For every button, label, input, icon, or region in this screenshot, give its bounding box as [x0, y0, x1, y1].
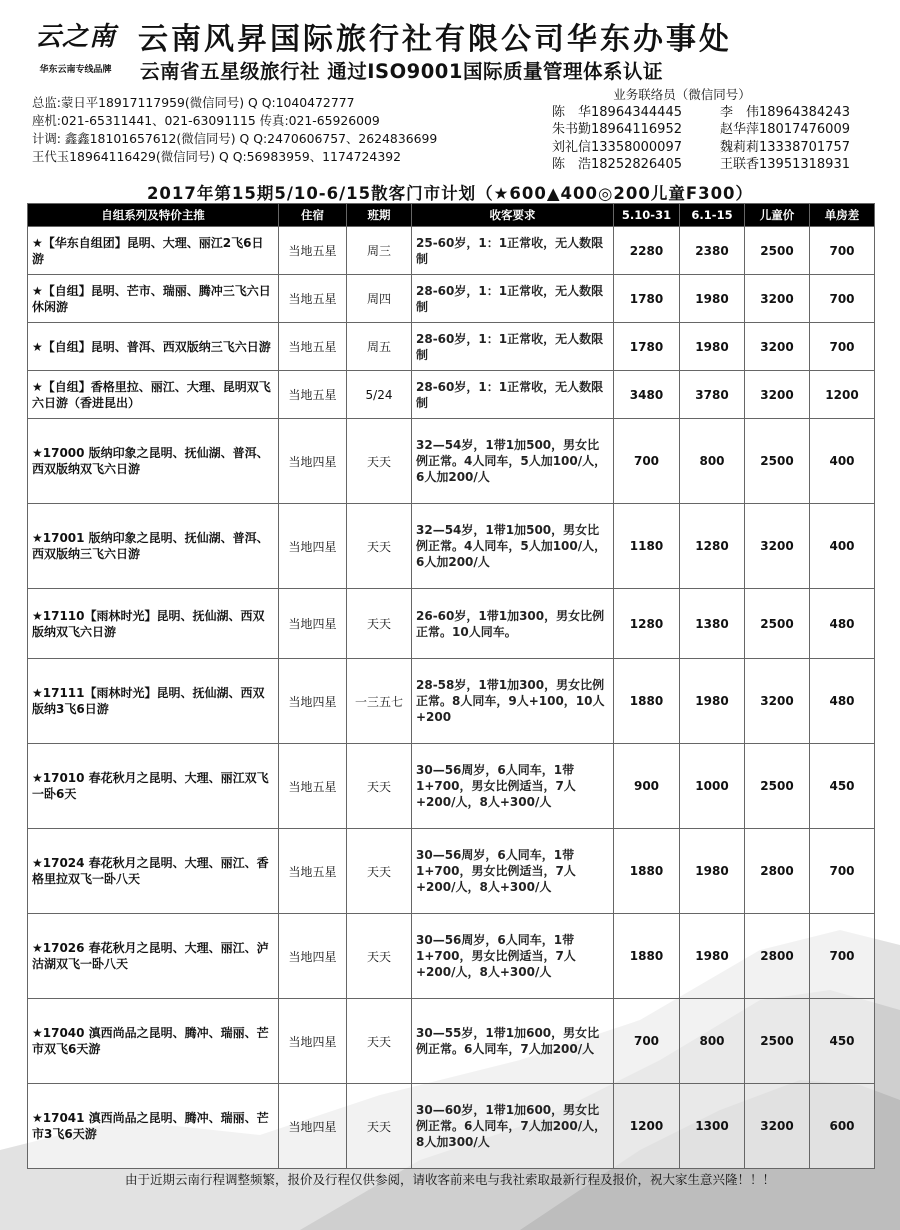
contact-person: 刘礼信13358000097: [552, 139, 682, 155]
contacts-right-title: 业务联络员（微信同号）: [613, 87, 751, 102]
table-row: [28, 504, 875, 589]
child-price: 2800: [745, 829, 810, 914]
price-may: 1200: [614, 1084, 680, 1169]
price-june: 3780: [680, 371, 745, 419]
schedule: 一三五七: [347, 659, 412, 744]
schedule: 周五: [347, 323, 412, 371]
price-june: 1980: [680, 659, 745, 744]
contact-line: 座机:021-65311441、021-63091115 传真:021-65926009: [32, 113, 380, 128]
tour-name: ★【华东自组团】昆明、大理、丽江2飞6日游: [28, 227, 279, 275]
table-row: [28, 275, 875, 323]
single-room-supplement: 1200: [810, 371, 875, 419]
hotel-level: 当地四星: [279, 914, 347, 999]
schedule: 天天: [347, 829, 412, 914]
price-may: 700: [614, 999, 680, 1084]
table-row: [28, 659, 875, 744]
price-may: 700: [614, 419, 680, 504]
booking-requirements: 30—56周岁，6人同车，1带1+700，男女比例适当，7人+200/人，8人+300/人: [412, 744, 614, 829]
single-room-supplement: 400: [810, 504, 875, 589]
hotel-level: 当地四星: [279, 659, 347, 744]
table-row: [28, 999, 875, 1084]
child-price: 3200: [745, 275, 810, 323]
table-row: [28, 589, 875, 659]
single-room-supplement: 450: [810, 744, 875, 829]
child-price: 2800: [745, 914, 810, 999]
booking-requirements: 30—60岁，1带1加600，男女比例正常。6人同车，7人加200/人，8人加300/人: [412, 1084, 614, 1169]
contact-row: [552, 121, 892, 139]
logo-subtitle: 华东云南专线品牌: [39, 65, 112, 75]
price-may: 1780: [614, 323, 680, 371]
contact-row: [552, 139, 892, 157]
contact-line: 王代玉18964116429(微信同号) Q Q:56983959、1174724392: [32, 149, 401, 164]
schedule: 天天: [347, 744, 412, 829]
booking-requirements: 30—55岁，1带1加600，男女比例正常。6人同车，7人加200/人: [412, 999, 614, 1084]
price-may: 1880: [614, 914, 680, 999]
price-may: 900: [614, 744, 680, 829]
hotel-level: 当地四星: [279, 1084, 347, 1169]
single-room-supplement: 450: [810, 999, 875, 1084]
child-price: 3200: [745, 1084, 810, 1169]
company-tagline: 云南省五星级旅行社 通过ISO9001国际质量管理体系认证: [140, 60, 663, 83]
single-room-supplement: 700: [810, 323, 875, 371]
plan-title: 2017年第15期5/10-6/15散客门市计划（★600▲400◎200儿童F300）: [146, 184, 754, 203]
booking-requirements: 28-60岁，1：1正常收，无人数限制: [412, 323, 614, 371]
single-room-supplement: 700: [810, 829, 875, 914]
column-header: 班期: [347, 204, 412, 227]
logo: [18, 12, 133, 80]
contact-person: 王联香13951318931: [720, 157, 850, 172]
booking-requirements: 28-58岁，1带1加300，男女比例正常。8人同车，9人+100，10人+200: [412, 659, 614, 744]
column-header: 6.1-15: [680, 204, 745, 227]
child-price: 3200: [745, 371, 810, 419]
contact-person: 李 伟18964384243: [720, 104, 850, 120]
contacts-left: [32, 94, 552, 166]
price-may: 1880: [614, 829, 680, 914]
tour-name: ★17024 春花秋月之昆明、大理、丽江、香格里拉双飞一卧八天: [28, 829, 279, 914]
booking-requirements: 26-60岁，1带1加300，男女比例正常。10人同车。: [412, 589, 614, 659]
table-row: [28, 371, 875, 419]
hotel-level: 当地四星: [279, 589, 347, 659]
schedule: 天天: [347, 589, 412, 659]
child-price: 2500: [745, 744, 810, 829]
tour-name: ★17010 春花秋月之昆明、大理、丽江双飞一卧6天: [28, 744, 279, 829]
contact-person: 魏莉莉13338701757: [720, 139, 850, 155]
logo-text: 云之南: [34, 22, 116, 52]
single-room-supplement: 700: [810, 914, 875, 999]
tour-name: ★17000 版纳印象之昆明、抚仙湖、普洱、西双版纳双飞六日游: [28, 419, 279, 504]
booking-requirements: 28-60岁，1：1正常收，无人数限制: [412, 275, 614, 323]
price-june: 1980: [680, 275, 745, 323]
tour-name: ★17110【雨林时光】昆明、抚仙湖、西双版纳双飞六日游: [28, 589, 279, 659]
booking-requirements: 32—54岁，1带1加500，男女比例正常。4人同车，5人加100/人，6人加200/人: [412, 504, 614, 589]
footer-notice: 由于近期云南行程调整频繁，报价及行程仅供参阅，请收客前来电与我社索取最新行程及报价，祝大家生意兴隆！！！: [124, 1172, 775, 1187]
price-june: 1000: [680, 744, 745, 829]
price-may: 2280: [614, 227, 680, 275]
single-room-supplement: 400: [810, 419, 875, 504]
contact-row: [552, 104, 892, 122]
column-header: 收客要求: [412, 204, 614, 227]
hotel-level: 当地四星: [279, 504, 347, 589]
child-price: 3200: [745, 659, 810, 744]
table-row: [28, 323, 875, 371]
table-row: [28, 744, 875, 829]
price-june: 1300: [680, 1084, 745, 1169]
contact-person: 陈 华18964344445: [552, 104, 682, 120]
contact-row: [552, 156, 892, 174]
column-header: 自组系列及特价主推: [28, 204, 279, 227]
child-price: 2500: [745, 419, 810, 504]
child-price: 3200: [745, 504, 810, 589]
single-room-supplement: 700: [810, 275, 875, 323]
table-row: [28, 829, 875, 914]
header: [0, 0, 900, 86]
table-row: [28, 227, 875, 275]
schedule: 5/24: [347, 371, 412, 419]
price-may: 1180: [614, 504, 680, 589]
contact-person: 赵华萍18017476009: [720, 122, 850, 137]
price-june: 2380: [680, 227, 745, 275]
booking-requirements: 28-60岁，1：1正常收，无人数限制: [412, 371, 614, 419]
booking-requirements: 30—56周岁，6人同车，1带1+700，男女比例适当，7人+200/人，8人+300/人: [412, 829, 614, 914]
column-header: 儿童价: [745, 204, 810, 227]
booking-requirements: 32—54岁，1带1加500，男女比例正常。4人同车，5人加100/人，6人加200/人: [412, 419, 614, 504]
tour-name: ★17111【雨林时光】昆明、抚仙湖、西双版纳3飞6日游: [28, 659, 279, 744]
price-june: 1980: [680, 914, 745, 999]
table-row: [28, 914, 875, 999]
price-may: 1880: [614, 659, 680, 744]
contact-line: 计调: 鑫鑫18101657612(微信同号) Q Q:2470606757、2624836699: [32, 131, 438, 146]
price-june: 1980: [680, 829, 745, 914]
price-june: 1280: [680, 504, 745, 589]
hotel-level: 当地五星: [279, 744, 347, 829]
contacts-right: [552, 86, 892, 174]
tour-name: ★【自组】昆明、普洱、西双版纳三飞六日游: [28, 323, 279, 371]
table-row: [28, 1084, 875, 1169]
column-header: 5.10-31: [614, 204, 680, 227]
single-room-supplement: 600: [810, 1084, 875, 1169]
child-price: 3200: [745, 323, 810, 371]
price-june: 1980: [680, 323, 745, 371]
child-price: 2500: [745, 589, 810, 659]
table-row: [28, 419, 875, 504]
child-price: 2500: [745, 999, 810, 1084]
price-june: 1380: [680, 589, 745, 659]
tour-name: ★17041 滇西尚品之昆明、腾冲、瑞丽、芒市3飞6天游: [28, 1084, 279, 1169]
column-header: 住宿: [279, 204, 347, 227]
price-may: 3480: [614, 371, 680, 419]
contact-person: 朱书勤18964116952: [552, 122, 682, 137]
company-name: 云南风昇国际旅行社有限公司华东办事处: [138, 22, 732, 57]
hotel-level: 当地五星: [279, 323, 347, 371]
tour-name: ★17040 滇西尚品之昆明、腾冲、瑞丽、芒市双飞6天游: [28, 999, 279, 1084]
tour-name: ★【自组】香格里拉、丽江、大理、昆明双飞六日游（香进昆出）: [28, 371, 279, 419]
schedule: 天天: [347, 999, 412, 1084]
tour-name: ★【自组】昆明、芒市、瑞丽、腾冲三飞六日休闲游: [28, 275, 279, 323]
price-may: 1280: [614, 589, 680, 659]
table-header-row: [28, 204, 875, 227]
schedule: 天天: [347, 1084, 412, 1169]
tour-name: ★17001 版纳印象之昆明、抚仙湖、普洱、西双版纳三飞六日游: [28, 504, 279, 589]
schedule: 天天: [347, 914, 412, 999]
hotel-level: 当地四星: [279, 419, 347, 504]
hotel-level: 当地五星: [279, 275, 347, 323]
single-room-supplement: 700: [810, 227, 875, 275]
schedule: 天天: [347, 419, 412, 504]
booking-requirements: 30—56周岁，6人同车，1带1+700，男女比例适当，7人+200/人，8人+300/人: [412, 914, 614, 999]
schedule: 天天: [347, 504, 412, 589]
tour-name: ★17026 春花秋月之昆明、大理、丽江、泸沽湖双飞一卧八天: [28, 914, 279, 999]
price-june: 800: [680, 999, 745, 1084]
schedule: 周三: [347, 227, 412, 275]
booking-requirements: 25-60岁，1：1正常收，无人数限制: [412, 227, 614, 275]
contact-person: 陈 浩18252826405: [552, 157, 682, 172]
schedule: 周四: [347, 275, 412, 323]
hotel-level: 当地五星: [279, 371, 347, 419]
tour-plan-table: [27, 203, 875, 1169]
contact-line: 总监:蒙日平18917117959(微信同号) Q Q:1040472777: [32, 95, 355, 110]
single-room-supplement: 480: [810, 659, 875, 744]
price-may: 1780: [614, 275, 680, 323]
single-room-supplement: 480: [810, 589, 875, 659]
hotel-level: 当地五星: [279, 829, 347, 914]
column-header: 单房差: [810, 204, 875, 227]
hotel-level: 当地四星: [279, 999, 347, 1084]
child-price: 2500: [745, 227, 810, 275]
price-june: 800: [680, 419, 745, 504]
hotel-level: 当地五星: [279, 227, 347, 275]
